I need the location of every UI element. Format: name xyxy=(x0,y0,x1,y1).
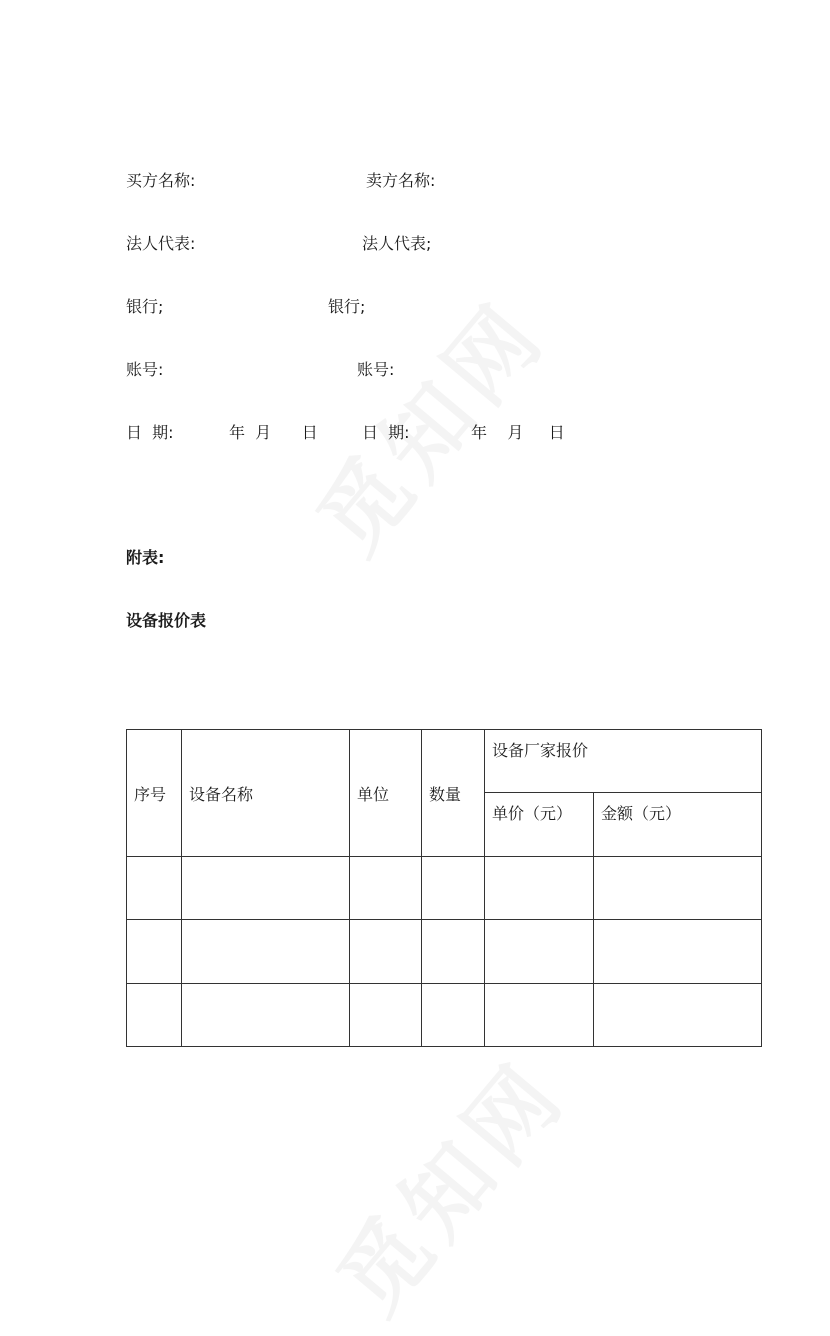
buyer-name-label: 买方名称: xyxy=(126,171,196,190)
cell-unit-price xyxy=(485,920,594,984)
header-seq: 序号 xyxy=(127,730,182,857)
header-unit-price: 单价（元） xyxy=(485,793,594,857)
cell-quantity xyxy=(422,920,485,984)
header-amount: 金额（元） xyxy=(594,793,762,857)
cell-amount xyxy=(594,857,762,920)
seller-name-label: 卖方名称: xyxy=(366,171,436,190)
cell-unit xyxy=(350,920,422,984)
cell-amount xyxy=(594,984,762,1047)
header-unit: 单位 xyxy=(350,730,422,857)
cell-unit xyxy=(350,984,422,1047)
seller-date-parts: 年 月 日 xyxy=(471,423,565,442)
table-row xyxy=(127,857,762,920)
appendix-heading: 附表: xyxy=(126,548,165,567)
buyer-date-parts: 年 月 日 xyxy=(229,423,318,442)
cell-name xyxy=(182,857,350,920)
header-vendor-quote: 设备厂家报价 xyxy=(485,730,762,793)
cell-quantity xyxy=(422,857,485,920)
cell-unit-price xyxy=(485,984,594,1047)
buyer-rep-label: 法人代表: xyxy=(126,234,196,253)
header-equipment-name: 设备名称 xyxy=(182,730,350,857)
cell-quantity xyxy=(422,984,485,1047)
seller-bank-label: 银行; xyxy=(328,297,366,316)
cell-seq xyxy=(127,857,182,920)
header-quantity: 数量 xyxy=(422,730,485,857)
cell-name xyxy=(182,984,350,1047)
buyer-bank-label: 银行; xyxy=(126,297,164,316)
table-header-row xyxy=(127,730,762,793)
cell-unit-price xyxy=(485,857,594,920)
watermark-text-bottom xyxy=(304,1030,590,1336)
seller-rep-label: 法人代表; xyxy=(362,234,432,253)
buyer-account-label: 账号: xyxy=(126,360,164,379)
seller-account-label: 账号: xyxy=(357,360,395,379)
cell-unit xyxy=(350,857,422,920)
cell-seq xyxy=(127,984,182,1047)
buyer-date-label: 日 期: xyxy=(126,423,174,442)
cell-seq xyxy=(127,920,182,984)
table-row xyxy=(127,920,762,984)
cell-name xyxy=(182,920,350,984)
table-title: 设备报价表 xyxy=(126,611,207,630)
table-row xyxy=(127,984,762,1047)
equipment-quote-table xyxy=(126,729,762,1047)
seller-date-label: 日 期: xyxy=(362,423,410,442)
cell-amount xyxy=(594,920,762,984)
